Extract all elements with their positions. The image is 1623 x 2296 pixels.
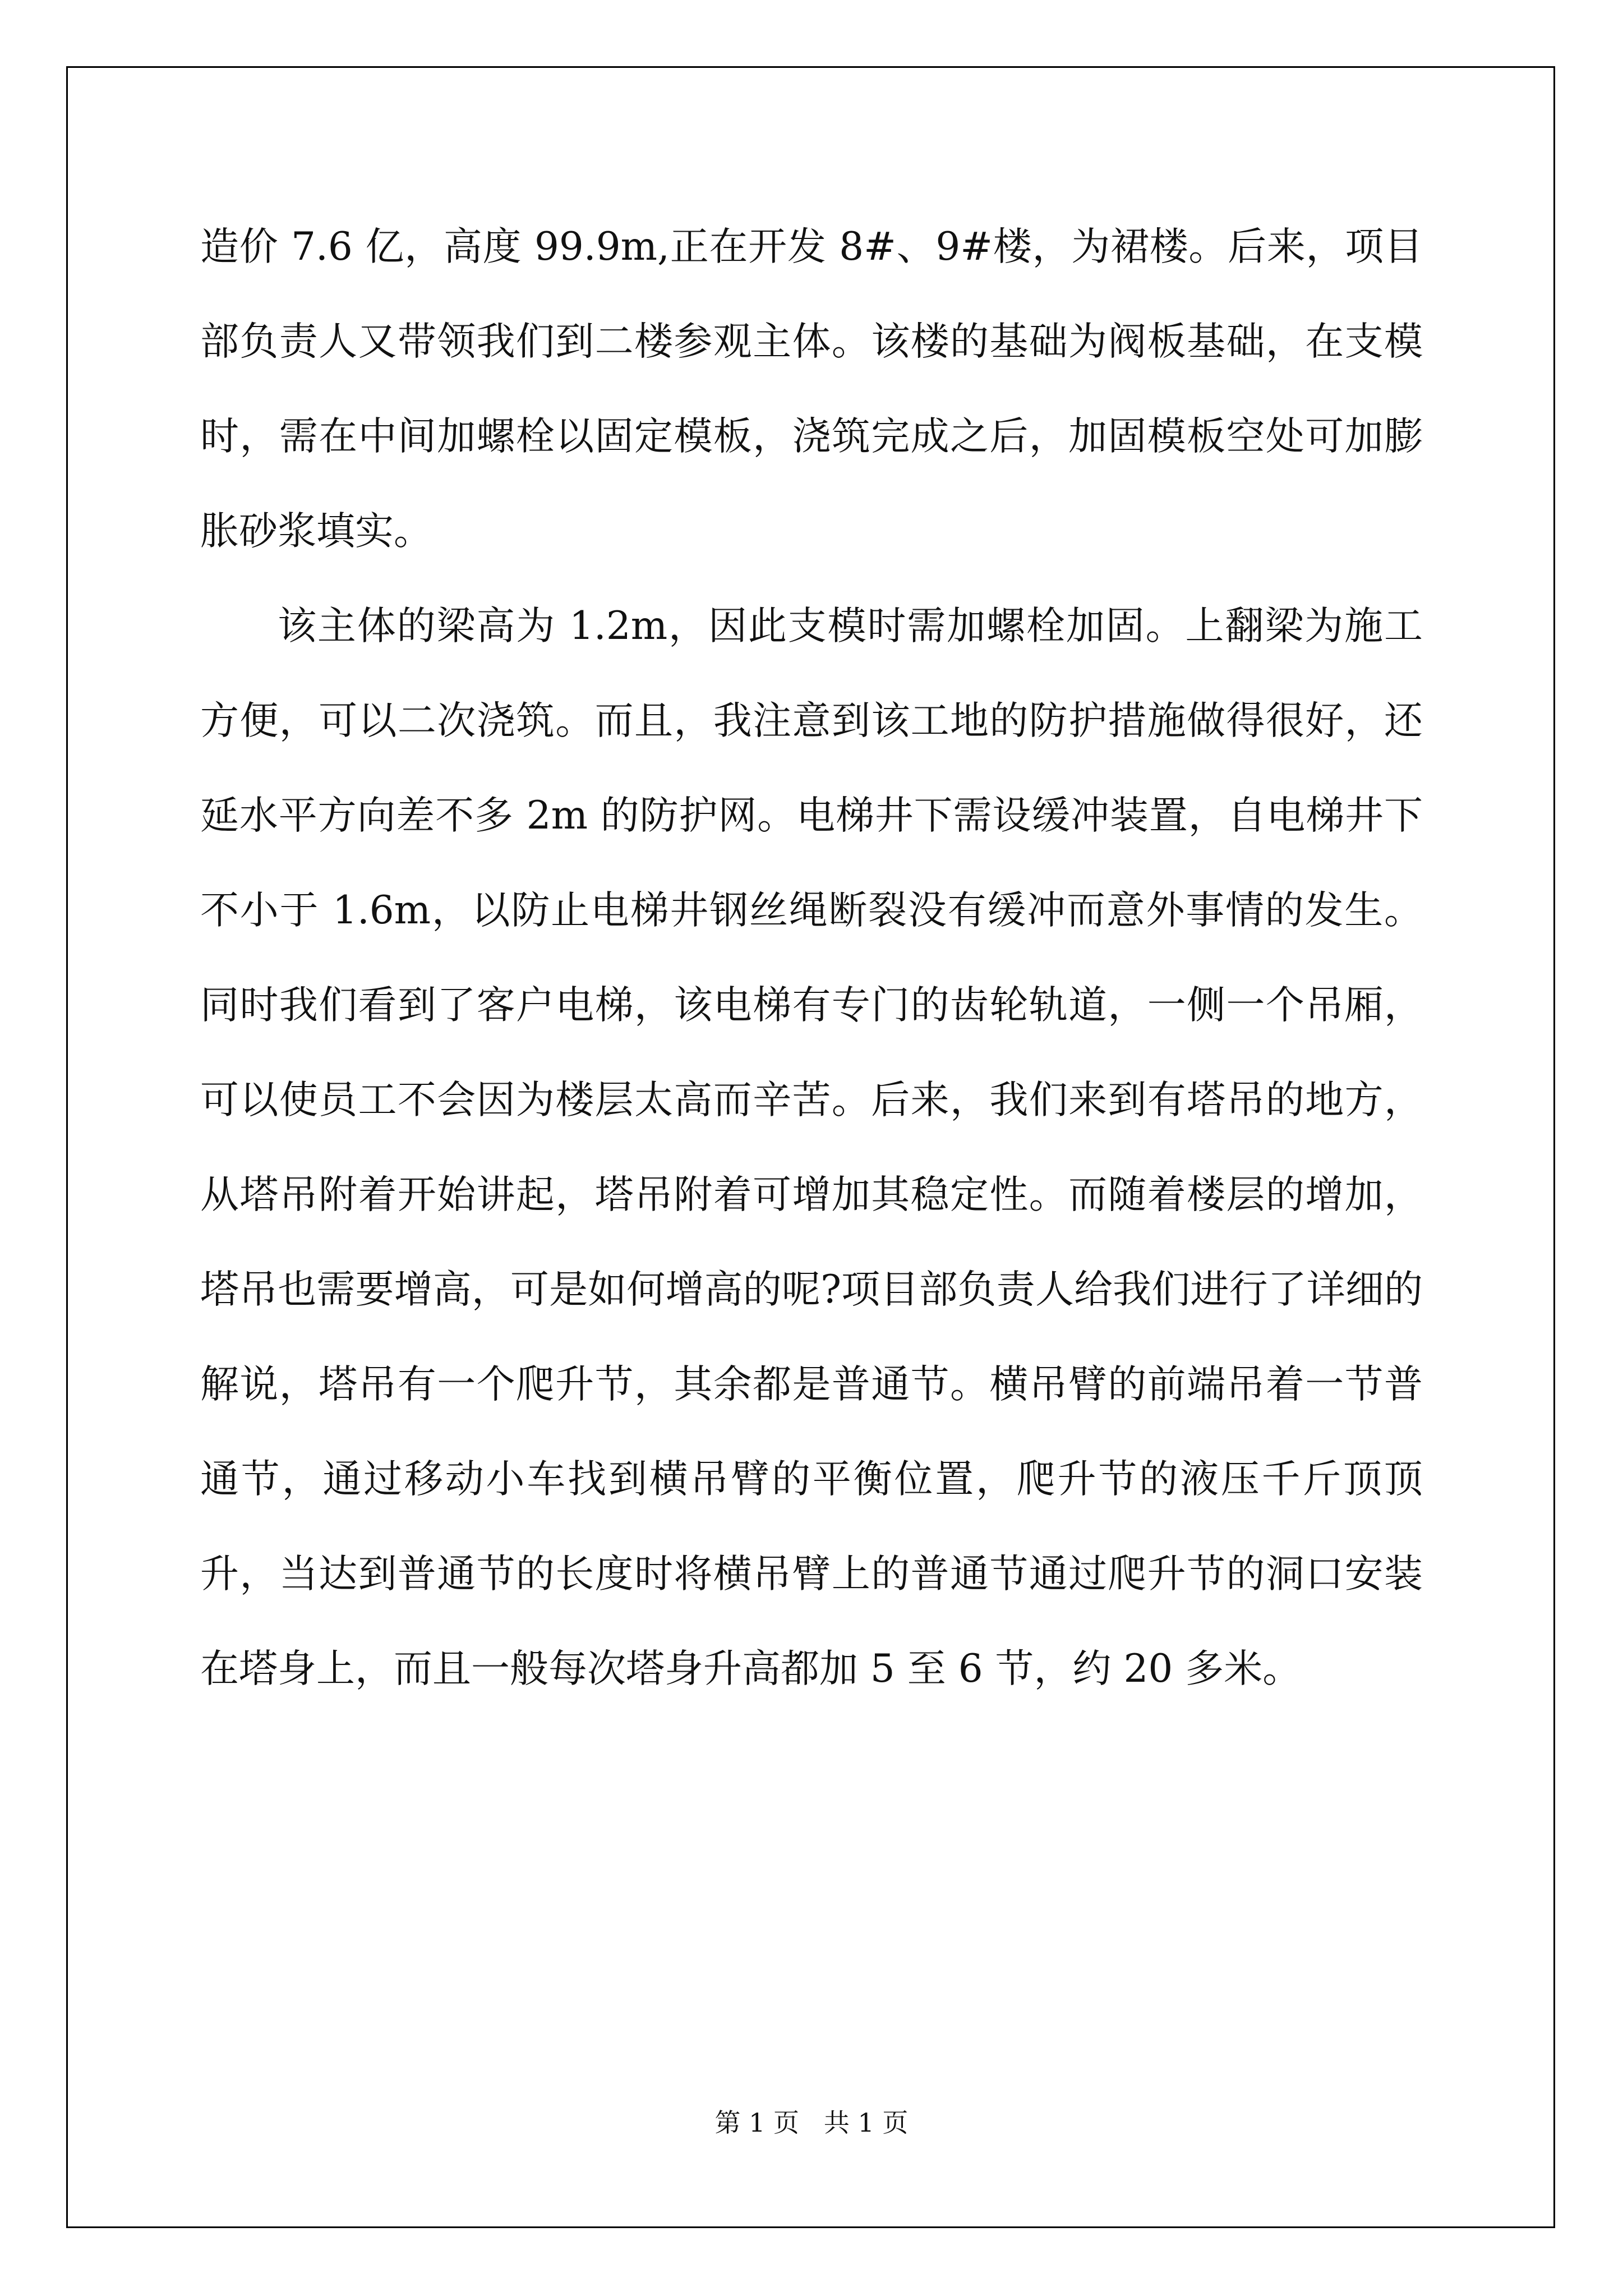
page-footer: 第 1 页 共 1 页 xyxy=(714,2108,909,2138)
paragraph-1: 造价 7.6 亿，高度 99.9m,正在开发 8#、9#楼，为裙楼。后来，项目部负责人又带领我们到二楼参观主体。该楼的基础为阀板基础，在支模时，需在中间加螺栓以固定模板，浇筑完成之后，加固模板空处可加膨胀砂浆填实。 xyxy=(200,224,1423,554)
paragraph-2: 该主体的梁高为 1.2m，因此支模时需加螺栓加固。上翻梁为施工方便，可以二次浇筑。而且，我注意到该工地的防护措施做得很好，还延水平方向差不多 2m 的防护网。电梯井下需设缓冲装置，自电梯井下不小于 1.6m，以防止电梯井钢丝绳断裂没有缓冲而意外事情的发生。同时我们看到了客户电梯，该电梯有专门的齿轮轨道，一侧一个吊厢，可以使员工不会因为楼层太高而辛苦。后来，我们来到有塔吊的地方，从塔吊附着开始讲起，塔吊附着可增加其稳定性。而随着楼层的增加，塔吊也需要增高，可是如何增高的呢?项目部负责人给我们进行了详细的解说，塔吊有一个爬升节，其余都是普通节。横吊臂的前端吊着一节普通节，通过移动小车找到横吊臂的平衡位置，爬升节的液压千斤顶顶升，当达到普通节的长度时将横吊臂上的普通节通过爬升节的洞口安装在塔身上，而且一般每次塔身升高都加 5 至 6 节，约 20 多米。 xyxy=(200,604,1423,1691)
document-body xyxy=(200,200,1423,1717)
